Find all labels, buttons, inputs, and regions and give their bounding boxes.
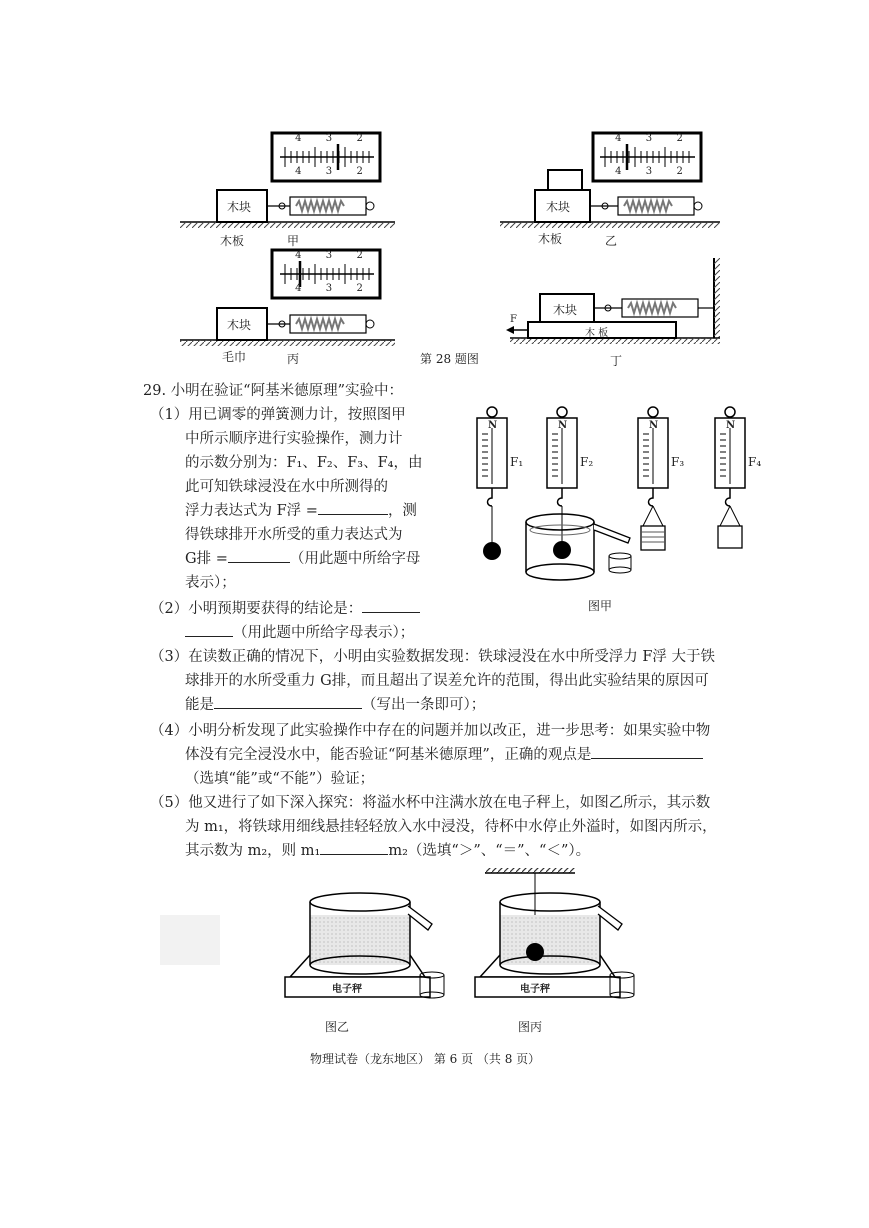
block-label-jia: 木块 bbox=[227, 200, 252, 214]
ruler-top-nums-bing: 4 3 2 bbox=[295, 250, 363, 261]
answer-blank-conclusion-2[interactable] bbox=[185, 622, 233, 637]
panel-label-yi: 乙 bbox=[605, 234, 618, 248]
panel-ding bbox=[506, 258, 720, 344]
block-label-bing: 木块 bbox=[227, 318, 252, 332]
fig28-diagram bbox=[0, 0, 869, 380]
fig29-yi-bing-diagram bbox=[150, 860, 670, 1020]
board-label-ding: 木 板 bbox=[585, 328, 609, 339]
answer-blank-can-verify[interactable] bbox=[591, 744, 703, 759]
force-label-ding: F bbox=[510, 314, 517, 325]
q29-p1-line6: 得铁球排开水所受的重力表达式为 bbox=[185, 527, 403, 543]
block-label-ding: 木块 bbox=[553, 303, 578, 317]
answer-blank-reason[interactable] bbox=[214, 694, 362, 709]
scale-label-yi: 电子秤 bbox=[332, 984, 362, 995]
fig28-caption: 第 28 题图 bbox=[420, 352, 479, 366]
panel-label-ding: 丁 bbox=[610, 354, 623, 368]
q29-p1-line1: （1）用已调零的弹簧测力计，按照图甲 bbox=[150, 407, 406, 423]
fig-yi-caption: 图乙 bbox=[325, 1020, 350, 1034]
q29-p1-line7: G排 = （用此题中所给字母 bbox=[185, 548, 420, 570]
ruler-top-nums-jia: 4 3 2 bbox=[295, 133, 363, 144]
q29-p2-line2: （用此题中所给字母表示）； bbox=[185, 622, 414, 644]
meter-label-f3: F₃ bbox=[671, 455, 685, 469]
panel-label-jia: 甲 bbox=[287, 234, 300, 248]
q29-p1-line4: 此可知铁球浸没在水中所测得的 bbox=[185, 479, 388, 495]
block-label-yi: 木块 bbox=[546, 200, 571, 214]
ruler-bottom-nums-bing: 4 3 2 bbox=[295, 283, 363, 294]
q29-p3-line2: 球排开的水所受重力 G排，而且超出了误差允许的范围，得出此实验结果的原因可 bbox=[185, 673, 709, 689]
meter-label-f2: F₂ bbox=[580, 455, 594, 469]
surface-label-jia: 木板 bbox=[220, 234, 245, 248]
q29-p4-line3: （选填“能”或“不能”）验证； bbox=[185, 771, 375, 787]
spring-meter-2 bbox=[526, 407, 631, 580]
fig-bing-setup bbox=[475, 868, 634, 998]
q29-p4-line1: （4）小明分析发现了此实验操作中存在的问题并加以改正，进一步思考：如果实验中物 bbox=[150, 723, 711, 739]
meter-unit-2: N bbox=[558, 420, 568, 431]
meter-label-f4: F₄ bbox=[748, 455, 762, 469]
q29-p3-line3: 能是 （写出一条即可）； bbox=[185, 694, 485, 716]
ruler-bottom-nums-yi: 4 3 2 bbox=[615, 166, 683, 177]
ruler-top-nums-yi: 4 3 2 bbox=[615, 133, 683, 144]
fig-yi-setup bbox=[285, 893, 444, 998]
answer-blank-f-buoyancy[interactable] bbox=[318, 500, 388, 515]
fig-jia-caption: 图甲 bbox=[588, 599, 613, 613]
surface-label-bing: 毛巾 bbox=[222, 350, 247, 364]
q29-p5-line3: 其示数为 m₂，则 m₁ m₂（选填“＞”、“＝”、“＜”）。 bbox=[185, 840, 590, 862]
weight-block-yi bbox=[548, 170, 582, 190]
q29-p1-line5: 浮力表达式为 F浮 = ，测 bbox=[185, 500, 417, 522]
q29-p2-line1: （2）小明预期要获得的结论是： bbox=[150, 598, 420, 620]
panel-label-bing: 丙 bbox=[287, 352, 300, 366]
q29-p1-line2: 中所示顺序进行实验操作，测力计 bbox=[185, 431, 403, 447]
page-footer: 物理试卷（龙东地区） 第 6 页 （共 8 页） bbox=[310, 1052, 541, 1066]
answer-blank-compare[interactable] bbox=[320, 840, 388, 855]
meter-unit-4: N bbox=[726, 420, 736, 431]
q29-p5-line2: 为 m₁，将铁球用细线悬挂轻轻放入水中浸没，待杯中水停止外溢时，如图丙所示， bbox=[185, 819, 717, 835]
panel-jia bbox=[180, 133, 395, 228]
meter-unit-1: N bbox=[488, 420, 498, 431]
fig-bing-caption: 图丙 bbox=[518, 1020, 543, 1034]
ruler-bottom-nums-jia: 4 3 2 bbox=[295, 166, 363, 177]
q29-p1-line8: 表示）； bbox=[185, 575, 236, 591]
q29-stem: 29. 小明在验证“阿基米德原理”实验中： bbox=[143, 383, 403, 399]
meter-unit-3: N bbox=[649, 420, 659, 431]
q29-p5-line1: （5）他又进行了如下深入探究：将溢水杯中注满水放在电子秤上，如图乙所示，其示数 bbox=[150, 795, 711, 811]
meter-label-f1: F₁ bbox=[510, 455, 524, 469]
scale-label-bing: 电子秤 bbox=[520, 984, 550, 995]
q29-p1-line3: 的示数分别为：F₁、F₂、F₃、F₄，由 bbox=[185, 455, 423, 471]
panel-yi bbox=[500, 133, 720, 228]
surface-label-yi: 木板 bbox=[538, 232, 563, 246]
answer-blank-g-displaced[interactable] bbox=[228, 548, 290, 563]
q29-p4-line2: 体没有完全浸没水中，能否验证“阿基米德原理”，正确的观点是 bbox=[185, 744, 703, 766]
q29-p3-line1: （3）在读数正确的情况下，小明由实验数据发现：铁球浸没在水中所受浮力 F浮 大于铁 bbox=[150, 649, 716, 665]
panel-bing bbox=[180, 250, 395, 346]
answer-blank-conclusion-1[interactable] bbox=[362, 598, 420, 613]
